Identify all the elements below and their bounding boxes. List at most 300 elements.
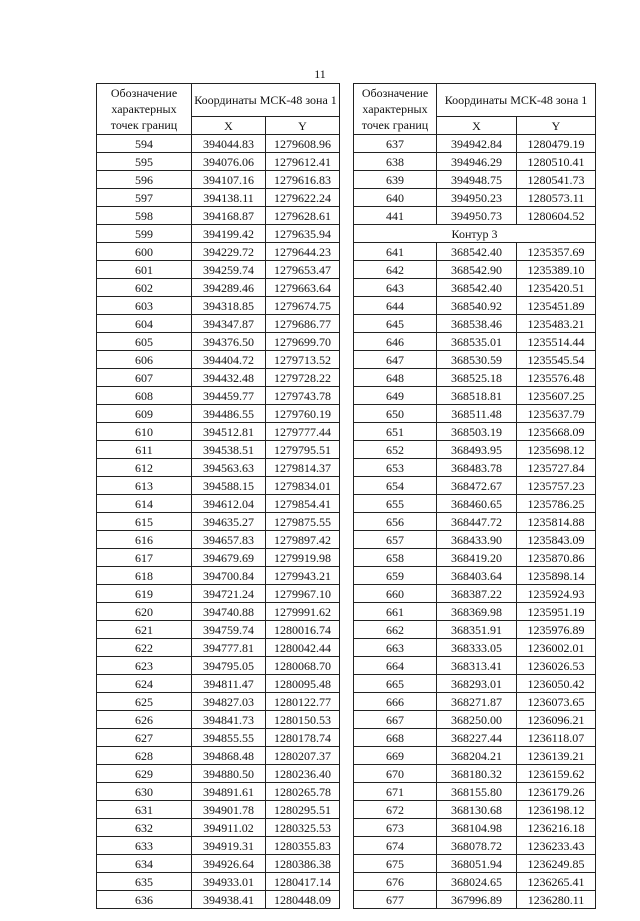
table-row <box>97 189 340 207</box>
point-number-cell: 675 <box>354 855 437 873</box>
x-coordinate-cell: 394948.75 <box>437 171 517 189</box>
x-coordinate-cell: 368271.87 <box>437 693 517 711</box>
table-row <box>354 855 596 873</box>
table-row <box>97 621 340 639</box>
point-number-cell: 651 <box>354 423 437 441</box>
x-coordinate-cell: 368180.32 <box>437 765 517 783</box>
table-row <box>354 297 596 315</box>
point-number-cell: 671 <box>354 783 437 801</box>
table-row <box>97 261 340 279</box>
x-coordinate-cell: 368518.81 <box>437 387 517 405</box>
y-coordinate-cell: 1280095.48 <box>266 675 340 693</box>
y-coordinate-cell: 1235924.93 <box>517 585 596 603</box>
table-row <box>97 729 340 747</box>
y-coordinate-cell: 1235843.09 <box>517 531 596 549</box>
y-coordinate-cell: 1279875.55 <box>266 513 340 531</box>
y-coordinate-cell: 1279814.37 <box>266 459 340 477</box>
point-number-cell: 615 <box>97 513 192 531</box>
x-coordinate-cell: 368155.80 <box>437 783 517 801</box>
y-coordinate-cell: 1235668.09 <box>517 423 596 441</box>
table-row <box>354 585 596 603</box>
x-coordinate-cell: 394289.46 <box>192 279 266 297</box>
point-number-cell: 669 <box>354 747 437 765</box>
x-coordinate-cell: 368447.72 <box>437 513 517 531</box>
point-number-cell: 634 <box>97 855 192 873</box>
table-row <box>97 351 340 369</box>
y-coordinate-cell: 1236216.18 <box>517 819 596 837</box>
x-coordinate-cell: 394911.02 <box>192 819 266 837</box>
table-row <box>97 567 340 585</box>
x-coordinate-cell: 394721.24 <box>192 585 266 603</box>
table-row <box>97 891 340 909</box>
table-row <box>97 297 340 315</box>
table-row <box>97 801 340 819</box>
table-row <box>354 531 596 549</box>
table-row <box>354 459 596 477</box>
y-coordinate-cell: 1235514.44 <box>517 333 596 351</box>
table-row <box>354 891 596 909</box>
point-number-cell: 612 <box>97 459 192 477</box>
point-number-cell: 639 <box>354 171 437 189</box>
point-number-cell: 623 <box>97 657 192 675</box>
x-coordinate-cell: 394657.83 <box>192 531 266 549</box>
y-coordinate-cell: 1236179.26 <box>517 783 596 801</box>
table-row <box>354 603 596 621</box>
x-coordinate-cell: 368530.59 <box>437 351 517 369</box>
point-number-cell: 614 <box>97 495 192 513</box>
x-coordinate-cell: 368051.94 <box>437 855 517 873</box>
table-row <box>97 459 340 477</box>
point-number-cell: 667 <box>354 711 437 729</box>
x-coordinate-cell: 394044.83 <box>192 135 266 153</box>
point-number-cell: 603 <box>97 297 192 315</box>
x-coordinate-cell: 368387.22 <box>437 585 517 603</box>
y-coordinate-cell: 1280386.38 <box>266 855 340 873</box>
table-row <box>354 495 596 513</box>
y-coordinate-cell: 1235576.48 <box>517 369 596 387</box>
y-coordinate-cell: 1236096.21 <box>517 711 596 729</box>
y-coordinate-cell: 1280355.83 <box>266 837 340 855</box>
table-row <box>354 369 596 387</box>
table-row <box>354 747 596 765</box>
x-coordinate-cell: 394459.77 <box>192 387 266 405</box>
point-number-cell: 622 <box>97 639 192 657</box>
point-number-cell: 660 <box>354 585 437 603</box>
point-number-cell: 441 <box>354 207 437 225</box>
table-row <box>97 243 340 261</box>
point-number-cell: 610 <box>97 423 192 441</box>
table-row <box>354 279 596 297</box>
point-number-cell: 672 <box>354 801 437 819</box>
table-row <box>354 351 596 369</box>
x-coordinate-cell: 394347.87 <box>192 315 266 333</box>
table-row <box>354 729 596 747</box>
y-coordinate-cell: 1280122.77 <box>266 693 340 711</box>
x-coordinate-cell: 368511.48 <box>437 405 517 423</box>
point-number-cell: 607 <box>97 369 192 387</box>
table-row <box>97 171 340 189</box>
point-number-cell: 594 <box>97 135 192 153</box>
x-coordinate-cell: 368503.19 <box>437 423 517 441</box>
point-number-cell: 606 <box>97 351 192 369</box>
page-number: 11 <box>314 67 326 81</box>
point-number-cell: 642 <box>354 261 437 279</box>
y-coordinate-cell: 1236139.21 <box>517 747 596 765</box>
y-coordinate-cell: 1235976.89 <box>517 621 596 639</box>
x-coordinate-cell: 368542.90 <box>437 261 517 279</box>
x-coordinate-cell: 368419.20 <box>437 549 517 567</box>
x-coordinate-cell: 368540.92 <box>437 297 517 315</box>
y-coordinate-cell: 1236073.65 <box>517 693 596 711</box>
y-coordinate-cell: 1279760.19 <box>266 405 340 423</box>
point-number-cell: 650 <box>354 405 437 423</box>
x-coordinate-cell: 368542.40 <box>437 279 517 297</box>
y-coordinate-cell: 1279834.01 <box>266 477 340 495</box>
x-coordinate-cell: 394841.73 <box>192 711 266 729</box>
y-coordinate-cell: 1279728.22 <box>266 369 340 387</box>
y-coordinate-cell: 1235357.69 <box>517 243 596 261</box>
y-coordinate-cell: 1236002.01 <box>517 639 596 657</box>
y-coordinate-cell: 1280207.37 <box>266 747 340 765</box>
point-number-cell: 596 <box>97 171 192 189</box>
x-coordinate-cell: 368293.01 <box>437 675 517 693</box>
x-coordinate-cell: 367996.89 <box>437 891 517 909</box>
y-coordinate-cell: 1280448.09 <box>266 891 340 909</box>
x-coordinate-cell: 394376.50 <box>192 333 266 351</box>
point-number-cell: 605 <box>97 333 192 351</box>
table-row <box>97 513 340 531</box>
table-row <box>354 783 596 801</box>
x-coordinate-cell: 394777.81 <box>192 639 266 657</box>
table-row <box>97 873 340 891</box>
point-number-cell: 649 <box>354 387 437 405</box>
x-coordinate-cell: 394740.88 <box>192 603 266 621</box>
coordinates-table-right <box>353 83 596 909</box>
y-coordinate-cell: 1279635.94 <box>266 225 340 243</box>
point-number-cell: 627 <box>97 729 192 747</box>
x-coordinate-cell: 368403.64 <box>437 567 517 585</box>
point-number-cell: 636 <box>97 891 192 909</box>
table-row <box>97 315 340 333</box>
y-coordinate-cell: 1235483.21 <box>517 315 596 333</box>
y-coordinate-cell: 1236265.41 <box>517 873 596 891</box>
point-number-cell: 647 <box>354 351 437 369</box>
x-coordinate-cell: 368313.41 <box>437 657 517 675</box>
point-number-cell: 670 <box>354 765 437 783</box>
point-number-cell: 638 <box>354 153 437 171</box>
y-coordinate-cell: 1236118.07 <box>517 729 596 747</box>
x-coordinate-cell: 368535.01 <box>437 333 517 351</box>
y-coordinate-cell: 1279663.64 <box>266 279 340 297</box>
point-number-cell: 657 <box>354 531 437 549</box>
y-coordinate-cell: 1279991.62 <box>266 603 340 621</box>
y-coordinate-cell: 1280178.74 <box>266 729 340 747</box>
table-row <box>97 765 340 783</box>
y-coordinate-cell: 1279608.96 <box>266 135 340 153</box>
x-coordinate-cell: 394811.47 <box>192 675 266 693</box>
table-row <box>354 171 596 189</box>
y-coordinate-cell: 1279713.52 <box>266 351 340 369</box>
table-row <box>97 783 340 801</box>
y-coordinate-cell: 1280042.44 <box>266 639 340 657</box>
point-number-cell: 646 <box>354 333 437 351</box>
y-coordinate-cell: 1236026.53 <box>517 657 596 675</box>
point-number-cell: 608 <box>97 387 192 405</box>
y-coordinate-cell: 1279674.75 <box>266 297 340 315</box>
y-coordinate-cell: 1236233.43 <box>517 837 596 855</box>
table-row <box>354 135 596 153</box>
y-coordinate-cell: 1235786.25 <box>517 495 596 513</box>
header-x: X <box>192 117 266 135</box>
y-coordinate-cell: 1235698.12 <box>517 441 596 459</box>
y-coordinate-cell: 1279616.83 <box>266 171 340 189</box>
x-coordinate-cell: 368024.65 <box>437 873 517 891</box>
point-number-cell: 643 <box>354 279 437 297</box>
x-coordinate-cell: 394679.69 <box>192 549 266 567</box>
y-coordinate-cell: 1280265.78 <box>266 783 340 801</box>
table-row <box>97 477 340 495</box>
point-number-cell: 655 <box>354 495 437 513</box>
table-row <box>97 693 340 711</box>
x-coordinate-cell: 368227.44 <box>437 729 517 747</box>
x-coordinate-cell: 368460.65 <box>437 495 517 513</box>
point-number-cell: 609 <box>97 405 192 423</box>
y-coordinate-cell: 1280541.73 <box>517 171 596 189</box>
header-point-label: Обозначение характерных точек границ <box>354 84 437 135</box>
point-number-cell: 661 <box>354 603 437 621</box>
table-row <box>97 405 340 423</box>
point-number-cell: 641 <box>354 243 437 261</box>
x-coordinate-cell: 368351.91 <box>437 621 517 639</box>
point-number-cell: 640 <box>354 189 437 207</box>
point-number-cell: 619 <box>97 585 192 603</box>
x-coordinate-cell: 368204.21 <box>437 747 517 765</box>
y-coordinate-cell: 1279653.47 <box>266 261 340 279</box>
y-coordinate-cell: 1280236.40 <box>266 765 340 783</box>
y-coordinate-cell: 1235637.79 <box>517 405 596 423</box>
y-coordinate-cell: 1279897.42 <box>266 531 340 549</box>
table-row <box>97 135 340 153</box>
header-y: Y <box>266 117 340 135</box>
y-coordinate-cell: 1280604.52 <box>517 207 596 225</box>
point-number-cell: 668 <box>354 729 437 747</box>
point-number-cell: 613 <box>97 477 192 495</box>
x-coordinate-cell: 394229.72 <box>192 243 266 261</box>
x-coordinate-cell: 394168.87 <box>192 207 266 225</box>
table-row <box>97 225 340 243</box>
y-coordinate-cell: 1279854.41 <box>266 495 340 513</box>
point-number-cell: 595 <box>97 153 192 171</box>
y-coordinate-cell: 1279628.61 <box>266 207 340 225</box>
table-row <box>354 567 596 585</box>
point-number-cell: 631 <box>97 801 192 819</box>
y-coordinate-cell: 1235420.51 <box>517 279 596 297</box>
coordinates-table-left <box>96 83 340 909</box>
y-coordinate-cell: 1280417.14 <box>266 873 340 891</box>
x-coordinate-cell: 394259.74 <box>192 261 266 279</box>
x-coordinate-cell: 394933.01 <box>192 873 266 891</box>
table-row <box>354 513 596 531</box>
point-number-cell: 664 <box>354 657 437 675</box>
header-coordinate-system: Координаты МСК-48 зона 1 <box>437 84 596 117</box>
table-row <box>97 837 340 855</box>
contour-label: Контур 3 <box>354 225 596 243</box>
x-coordinate-cell: 394107.16 <box>192 171 266 189</box>
y-coordinate-cell: 1280479.19 <box>517 135 596 153</box>
table-body <box>354 135 596 909</box>
x-coordinate-cell: 394942.84 <box>437 135 517 153</box>
table-row <box>97 819 340 837</box>
x-coordinate-cell: 394538.51 <box>192 441 266 459</box>
y-coordinate-cell: 1236249.85 <box>517 855 596 873</box>
point-number-cell: 626 <box>97 711 192 729</box>
y-coordinate-cell: 1280295.51 <box>266 801 340 819</box>
point-number-cell: 611 <box>97 441 192 459</box>
point-number-cell: 632 <box>97 819 192 837</box>
x-coordinate-cell: 394512.81 <box>192 423 266 441</box>
y-coordinate-cell: 1279686.77 <box>266 315 340 333</box>
point-number-cell: 665 <box>354 675 437 693</box>
x-coordinate-cell: 394563.63 <box>192 459 266 477</box>
y-coordinate-cell: 1236198.12 <box>517 801 596 819</box>
header-coordinate-system: Координаты МСК-48 зона 1 <box>192 84 340 117</box>
x-coordinate-cell: 368078.72 <box>437 837 517 855</box>
y-coordinate-cell: 1279644.23 <box>266 243 340 261</box>
table-row <box>354 675 596 693</box>
table-row <box>97 387 340 405</box>
x-coordinate-cell: 394868.48 <box>192 747 266 765</box>
x-coordinate-cell: 368104.98 <box>437 819 517 837</box>
x-coordinate-cell: 394950.73 <box>437 207 517 225</box>
x-coordinate-cell: 368130.68 <box>437 801 517 819</box>
table-row <box>354 207 596 225</box>
x-coordinate-cell: 368542.40 <box>437 243 517 261</box>
y-coordinate-cell: 1279699.70 <box>266 333 340 351</box>
y-coordinate-cell: 1279743.78 <box>266 387 340 405</box>
table-row <box>354 549 596 567</box>
x-coordinate-cell: 394950.23 <box>437 189 517 207</box>
point-number-cell: 602 <box>97 279 192 297</box>
table-row <box>97 531 340 549</box>
table-body <box>97 135 340 909</box>
x-coordinate-cell: 394855.55 <box>192 729 266 747</box>
point-number-cell: 663 <box>354 639 437 657</box>
x-coordinate-cell: 394919.31 <box>192 837 266 855</box>
point-number-cell: 654 <box>354 477 437 495</box>
x-coordinate-cell: 368538.46 <box>437 315 517 333</box>
point-number-cell: 618 <box>97 567 192 585</box>
header-y: Y <box>517 117 596 135</box>
x-coordinate-cell: 394076.06 <box>192 153 266 171</box>
table-row <box>97 333 340 351</box>
y-coordinate-cell: 1235545.54 <box>517 351 596 369</box>
y-coordinate-cell: 1280016.74 <box>266 621 340 639</box>
point-number-cell: 674 <box>354 837 437 855</box>
table-row <box>354 693 596 711</box>
table-row <box>97 369 340 387</box>
y-coordinate-cell: 1236159.62 <box>517 765 596 783</box>
y-coordinate-cell: 1236050.42 <box>517 675 596 693</box>
table-row <box>354 387 596 405</box>
table-row <box>354 639 596 657</box>
table-row <box>97 657 340 675</box>
table-row <box>97 153 340 171</box>
y-coordinate-cell: 1236280.11 <box>517 891 596 909</box>
point-number-cell: 621 <box>97 621 192 639</box>
y-coordinate-cell: 1279612.41 <box>266 153 340 171</box>
point-number-cell: 637 <box>354 135 437 153</box>
x-coordinate-cell: 394432.48 <box>192 369 266 387</box>
point-number-cell: 666 <box>354 693 437 711</box>
table-row <box>97 603 340 621</box>
table-row <box>354 315 596 333</box>
x-coordinate-cell: 394891.61 <box>192 783 266 801</box>
table-row <box>354 333 596 351</box>
table-row <box>97 441 340 459</box>
table-row <box>354 657 596 675</box>
point-number-cell: 617 <box>97 549 192 567</box>
x-coordinate-cell: 394938.41 <box>192 891 266 909</box>
y-coordinate-cell: 1235898.14 <box>517 567 596 585</box>
table-row <box>354 243 596 261</box>
table-row <box>97 207 340 225</box>
table-row <box>354 765 596 783</box>
x-coordinate-cell: 368525.18 <box>437 369 517 387</box>
table-row <box>97 423 340 441</box>
table-row <box>354 423 596 441</box>
point-number-cell: 630 <box>97 783 192 801</box>
y-coordinate-cell: 1235870.86 <box>517 549 596 567</box>
table-row <box>97 279 340 297</box>
point-number-cell: 676 <box>354 873 437 891</box>
table-row <box>97 639 340 657</box>
x-coordinate-cell: 368483.78 <box>437 459 517 477</box>
point-number-cell: 599 <box>97 225 192 243</box>
x-coordinate-cell: 394946.29 <box>437 153 517 171</box>
x-coordinate-cell: 368433.90 <box>437 531 517 549</box>
point-number-cell: 645 <box>354 315 437 333</box>
point-number-cell: 653 <box>354 459 437 477</box>
x-coordinate-cell: 394318.85 <box>192 297 266 315</box>
point-number-cell: 625 <box>97 693 192 711</box>
y-coordinate-cell: 1279943.21 <box>266 567 340 585</box>
y-coordinate-cell: 1279919.98 <box>266 549 340 567</box>
y-coordinate-cell: 1280068.70 <box>266 657 340 675</box>
x-coordinate-cell: 394404.72 <box>192 351 266 369</box>
point-number-cell: 644 <box>354 297 437 315</box>
point-number-cell: 673 <box>354 819 437 837</box>
table-row <box>97 549 340 567</box>
point-number-cell: 633 <box>97 837 192 855</box>
y-coordinate-cell: 1235951.19 <box>517 603 596 621</box>
point-number-cell: 597 <box>97 189 192 207</box>
point-number-cell: 628 <box>97 747 192 765</box>
y-coordinate-cell: 1279795.51 <box>266 441 340 459</box>
x-coordinate-cell: 394138.11 <box>192 189 266 207</box>
point-number-cell: 648 <box>354 369 437 387</box>
x-coordinate-cell: 394901.78 <box>192 801 266 819</box>
x-coordinate-cell: 394880.50 <box>192 765 266 783</box>
table-row <box>97 585 340 603</box>
y-coordinate-cell: 1235451.89 <box>517 297 596 315</box>
contour-row <box>354 225 596 243</box>
x-coordinate-cell: 394700.84 <box>192 567 266 585</box>
table-row <box>97 675 340 693</box>
x-coordinate-cell: 394486.55 <box>192 405 266 423</box>
point-number-cell: 662 <box>354 621 437 639</box>
point-number-cell: 635 <box>97 873 192 891</box>
point-number-cell: 624 <box>97 675 192 693</box>
